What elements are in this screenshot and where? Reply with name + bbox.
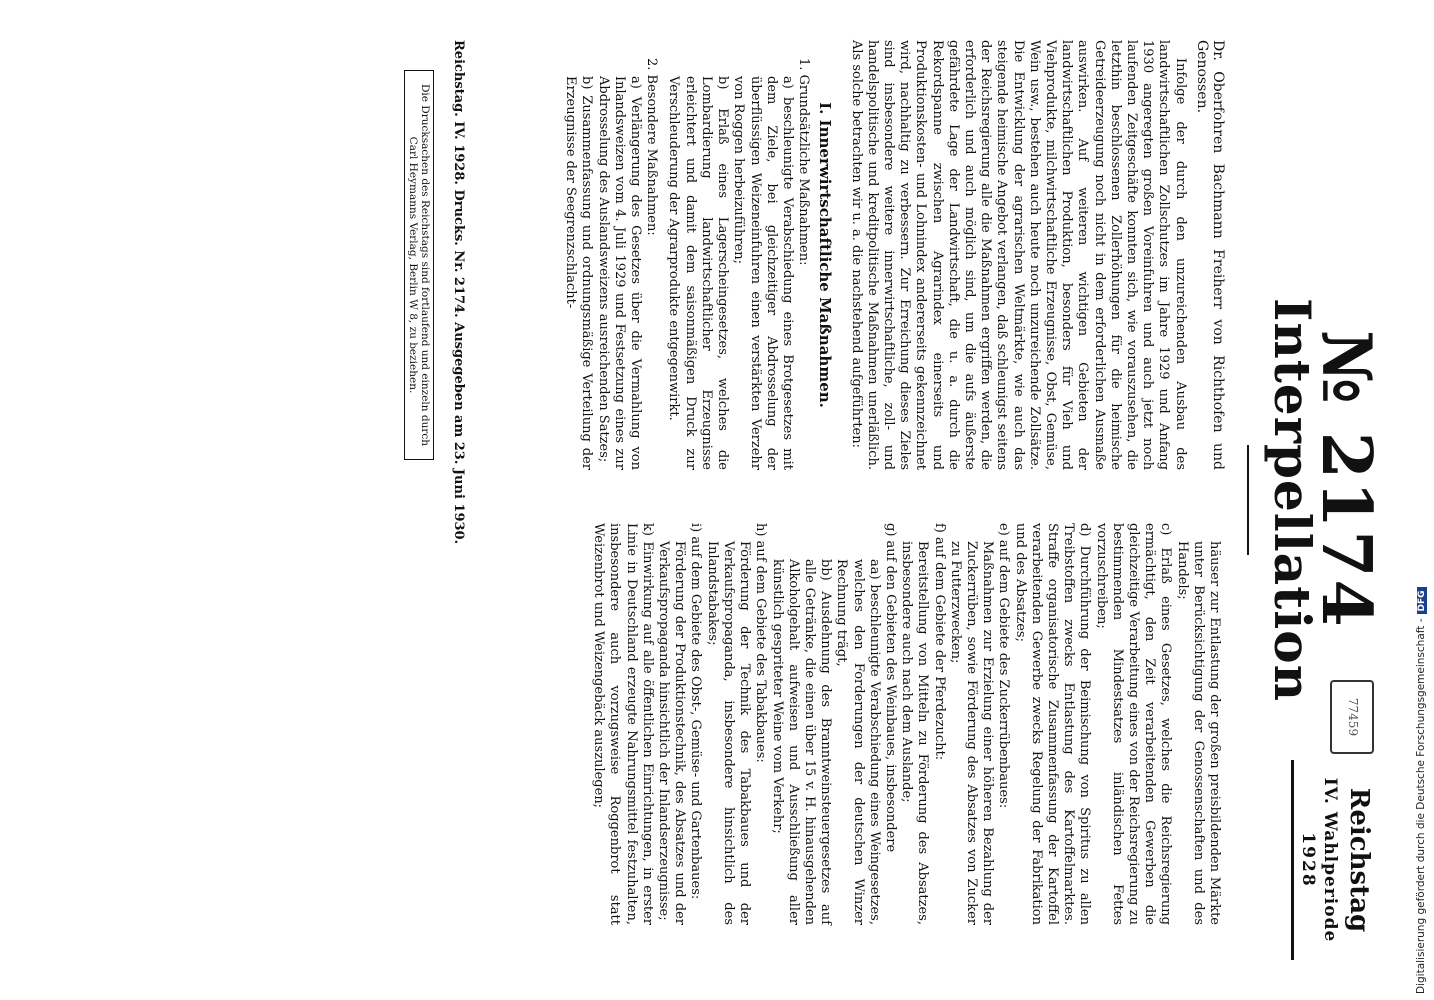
list-item: i) auf dem Gebiete des Obst-, Gemüse- und Gartenbaues: [688, 523, 704, 900]
digitization-credit [1415, 0, 1427, 994]
text-column-left [562, 40, 1226, 470]
digitization-text: Digitalisierung gefördert durch die Deutsche Forschungsgemeinschaft - [1415, 618, 1427, 994]
list-item: c) Erlaß eines Gesetzes, welches die Reichsregierung ermächtigt, den Zeit verarbeitenden Gewerben die gleichzeitige Verarbeitung eines von der Reichsregierung zu bestimmenden Mindestsatzes inländischen Fettes vorzuschreiben; [1093, 523, 1174, 925]
subsection-title: 2. Besondere Maßnahmen: [644, 58, 660, 236]
list-item: h) auf dem Gebiete des Tabakbaues: [753, 523, 769, 763]
list-item-text: Förderung der Produktionstechnik, des Absatzes und der Verkaufspropaganda hinsichtlich der Inlandserzeugnisse; [656, 541, 688, 925]
list-item: a) Verlängerung des Gesetzes über die Vermahlung von Inlandsweizen vom 4. Juli 1929 und Festsetzung eines zur Abdrosselung des Auslandsweizens ausreichenden Satzes; [595, 76, 644, 470]
list-item-sub: aa) beschleunigte Verabschiedung eines Weingesetzes, welches den Forderungen der deutschen Winzer Rechnung trägt, [834, 559, 882, 925]
title-rule [1247, 445, 1249, 555]
list-item-text: Maßnahmen zur Erzielung einer höheren Bezahlung der Zuckerrüben, sowie Förderung des Absatzes von Zucker zu Futterzwecken; [947, 541, 996, 925]
intro-paragraph: Infolge der durch den unzureichenden Ausbau des landwirtschaftlichen Zollschutzes im Jahre 1929 und Anfang 1930 angeregten großen Voreinfuhren und auch jetzt noch laufenden Zeitgeschäfte konnten sich, wie vorauszusehen, die letzthin beschlossenen Zollerhöhungen für die heimische Getreideerzeugung noch nicht in dem erforderlichen Ausmaße auswirken. Auf weiteren wichtigen Gebieten der landwirtschaftlichen Produktion, besonders für Vieh und Viehprodukte, milchwirtschaftliche Erzeugnisse, Obst, Gemüse, Wein usw., bestehen auch heute noch unzureichende Zollsätze. Die Entwicklung der agrarischen Weltmärkte, wie auch das steigende heimische Angebot verlangen, daß schleunigst seitens der Reichsregierung alle die Maßnahmen ergriffen werden, die erforderlich und auch möglich sind, um die aufs äußerste gefährdete Lage der Landwirtschaft, die u. a. durch die Rekordspanne zwischen Agrarindex einerseits und Produktionskosten- und Lohnindex andererseits gekennzeichnet wird, nachhaltig zu verbessern. Zur Erreichung dieses Zieles sind insbesondere weitere innerwirtschaftliche, zoll- und handelspolitische und kreditpolitische Maßnahmen unerläßlich. Als solche betrachten wir u. a. die nachstehend aufgeführten: [848, 40, 1188, 470]
list-item: b) Zusammenfassung und ordnungsmäßige Verteilung der Erzeugnisse der Seegrenzschlacht- [563, 76, 595, 470]
list-item: d) Durchführung der Beimischung von Spiritus zu allen Treibstoffen zwecks Entlastung des Kartoffelmarktes. Straffe organisatorische Zusammenfassung der Kartoffel verarbeitenden Gewerbe zwecks Regelung der Fabrikation und des Absatzes; [1012, 523, 1093, 925]
list-item: e) auf dem Gebiete des Zuckerrübenbaues: [996, 523, 1012, 809]
subsection-title: 1. Grundsätzliche Maßnahmen: [796, 58, 812, 266]
list-item-continued: häuser zur Entlastung der großen preisbildenden Märkte unter Berücksichtigung der Genossenschaften und des Handels; [1174, 541, 1222, 925]
year-label: 1928 [1298, 832, 1318, 888]
list-item: f) auf dem Gebiete der Pferdezucht: [931, 523, 947, 761]
author-line: Dr. Oberfohren Bachmann Freiherr von Richthofen und Genossen. [1193, 40, 1226, 470]
section-heading: I. Innerwirtschaftliche Maßnahmen. [816, 102, 835, 408]
document-number: № 2174 [1306, 330, 1386, 629]
archive-stamp: 77459 [1330, 680, 1374, 754]
list-item: a) beschleunigte Verabschiedung eines Brotgesetzes mit dem Ziele, bei gleichzeitiger Abdrosselung der überflüssigen Weizeneinfuhren einen verstärkten Verzehr von Roggen herbeizuführen; [731, 76, 795, 470]
masthead-rule [1291, 760, 1294, 960]
list-item: g) auf den Gebieten des Weinbaues, insbesondere [882, 523, 898, 853]
list-item-text: Bereitstellung von Mitteln zu Förderung des Absatzes, insbesondere auch nach dem Auslande; [899, 541, 931, 925]
list-item: b) Erlaß eines Lagerscheingesetzes, welches die Lombardierung landwirtschaftlicher Erzeugnisse erleichtert und damit dem saisonmäßigen Druck zur Verschleuderung der Agrarprodukte entgegenwirkt. [666, 76, 731, 470]
page-footer: Reichstag. IV. 1928. Drucks. Nr. 2174. Ausgegeben am 23. Juni 1930. [451, 40, 466, 545]
publisher-note: Die Drucksachen des Reichstags sind fortlaufend und einzeln durch Carl Heymanns Verlag, Berlin W 8, zu beziehen. [404, 70, 434, 460]
dfg-logo-icon: DFG [1417, 587, 1427, 614]
wahlperiode-label: IV. Wahlperiode [1320, 777, 1340, 943]
list-item: k) Einwirkung auf alle öffentlichen Einrichtungen, in erster Linie in Deutschland erzeugte Nahrungsmittel festzuhalten, insbesondere auch vorzugsweise Roggenbrot statt Weizenbrot und Weizengebäck auszulegen; [591, 523, 655, 925]
text-column-right [590, 505, 1222, 925]
reichstag-label: Reichstag [1344, 787, 1374, 933]
list-item-text: Förderung der Technik des Tabakbaues und der Verkaufspropaganda, insbesondere hinsichtlich des Inlandstabakes; [704, 541, 753, 925]
document-title: Interpellation [1263, 298, 1322, 702]
list-item-sub: bb) Ausdehnung des Branntweinsteuergesetzes auf alle Getränke, die einen über 15 v. H. hinausgehenden Alkoholgehalt aufweisen und Ausschließung aller künstlich gespriteter Weine vom Verkehr; [769, 559, 834, 925]
